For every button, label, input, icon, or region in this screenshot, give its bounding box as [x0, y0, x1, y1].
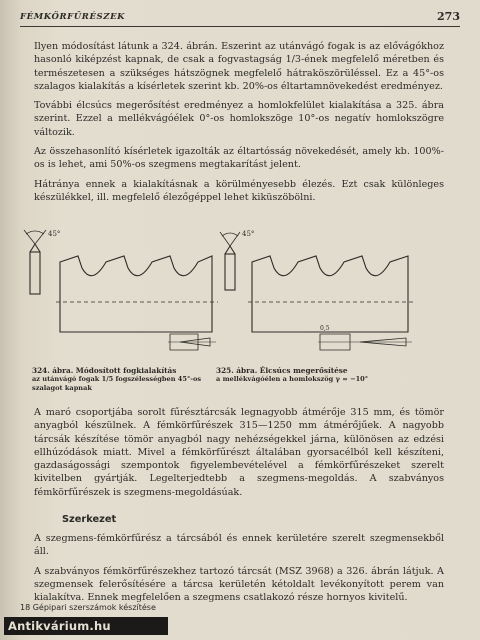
- paragraph: A maró csoportjába sorolt fűrésztárcsák legnagyobb átmérője 315 mm, és tömör anyagból készülnek. A fémkörfűrészek 315—1250 mm átmérőjűek. A nagyobb tárcsák készítése tömör anyagból nagy nehézségekkel járna, különösen az edzési ellhúzódások miatt. Mivel a fémkörfűrészt általában gyorsacélból kell készíteni, gazdaságossági szempontok figyelembevételével a fémkörfűrészeket szerelt kivitelben gyártják. Legelterjedtebb a szegmens-megoldás. A szabványos fémkörfűrészek is szegmens-megoldásúak.: [34, 407, 444, 498]
- caption-325-subtitle: a mellékvágóélen a homlokszög γ = −10°: [216, 375, 369, 383]
- fig325-angle-label: 45°: [242, 230, 255, 238]
- fig325-dimension-label: 0,5: [320, 325, 330, 332]
- caption-325-title: 325. ábra. Élcsúcs megerősítése: [216, 366, 348, 375]
- paragraph: Az összehasonlító kísérletek igazolták az éltartósság növekedését, amely kb. 100%-os is lehet, ami 50%-os szegmens megtakarítást jelent.: [34, 146, 444, 171]
- section-title: FÉMKÖRFŰRÉSZEK: [20, 12, 126, 22]
- text-block-middle: [34, 406, 444, 505]
- paragraph: A szegmens-fémkörfűrész a tárcsából és ennek kerületére szerelt szegmensekből áll.: [34, 533, 444, 558]
- caption-325: [216, 366, 456, 384]
- text-block-top: [34, 40, 444, 210]
- caption-324-subtitle: az utánvágó fogak 1/5 fogszélességben 45°-os szalagot kapnak: [32, 375, 202, 392]
- fig324-saw-segment: [56, 256, 218, 350]
- paragraph: Hátránya ennek a kialakításnak a körülményesebb élezés. Ezt csak különleges készülékkel, ill. megfelelő élezőgéppel lehet kiküszöbölni.: [34, 178, 444, 203]
- fig324-tooth-profile: [24, 230, 46, 294]
- text-block-bottom: [34, 532, 444, 610]
- fig325-tooth-profile: [220, 232, 240, 290]
- technical-drawing: [20, 222, 460, 362]
- paragraph: További élcsúcs megerősítést eredményez a homlokfelület kialakítása a 325. ábra szerint. Ezzel a mellékvágóélek 0°-os homlokszöge 10°-os negatív homlokszögre változik.: [34, 100, 444, 138]
- figures-324-325: [20, 222, 460, 402]
- caption-324-title: 324. ábra. Módosított fogkialakítás: [32, 366, 177, 375]
- paragraph: A szabványos fémkörfűrészekhez tartozó tárcsát (MSZ 3968) a 326. ábrán látjuk. A szegmensek felerősítésére a tárcsa kerületén kétoldalt levékonyított perem van kialakítva. Ennek megfelelően a szegmens csatlakozó része hornyos kivitelű.: [34, 565, 444, 604]
- fig325-saw-segment: [248, 256, 414, 350]
- page-footer: 18 Gépipari szerszámok készítése: [20, 603, 156, 612]
- page-number: 273: [437, 10, 460, 23]
- watermark: Antikvárium.hu: [4, 617, 168, 635]
- header-rule: [20, 26, 460, 27]
- section-heading: Szerkezet: [62, 514, 117, 525]
- caption-324: [32, 366, 212, 393]
- fig324-angle-label: 45°: [48, 230, 61, 238]
- paragraph: Ilyen módosítást látunk a 324. ábrán. Eszerint az utánvágó fogak is az elővágókhoz hasonló kiképzést kapnak, de csak a fogvastagság 1/3-ének megfelelő méretben és természetesen a szükséges hátszögnek megfelelő hátraköszörüléssel. Ez a 45°-os szalagos kialakítás a kísérletek szerint kb. 20%-os éltartamnövekedést eredményez.: [34, 41, 444, 92]
